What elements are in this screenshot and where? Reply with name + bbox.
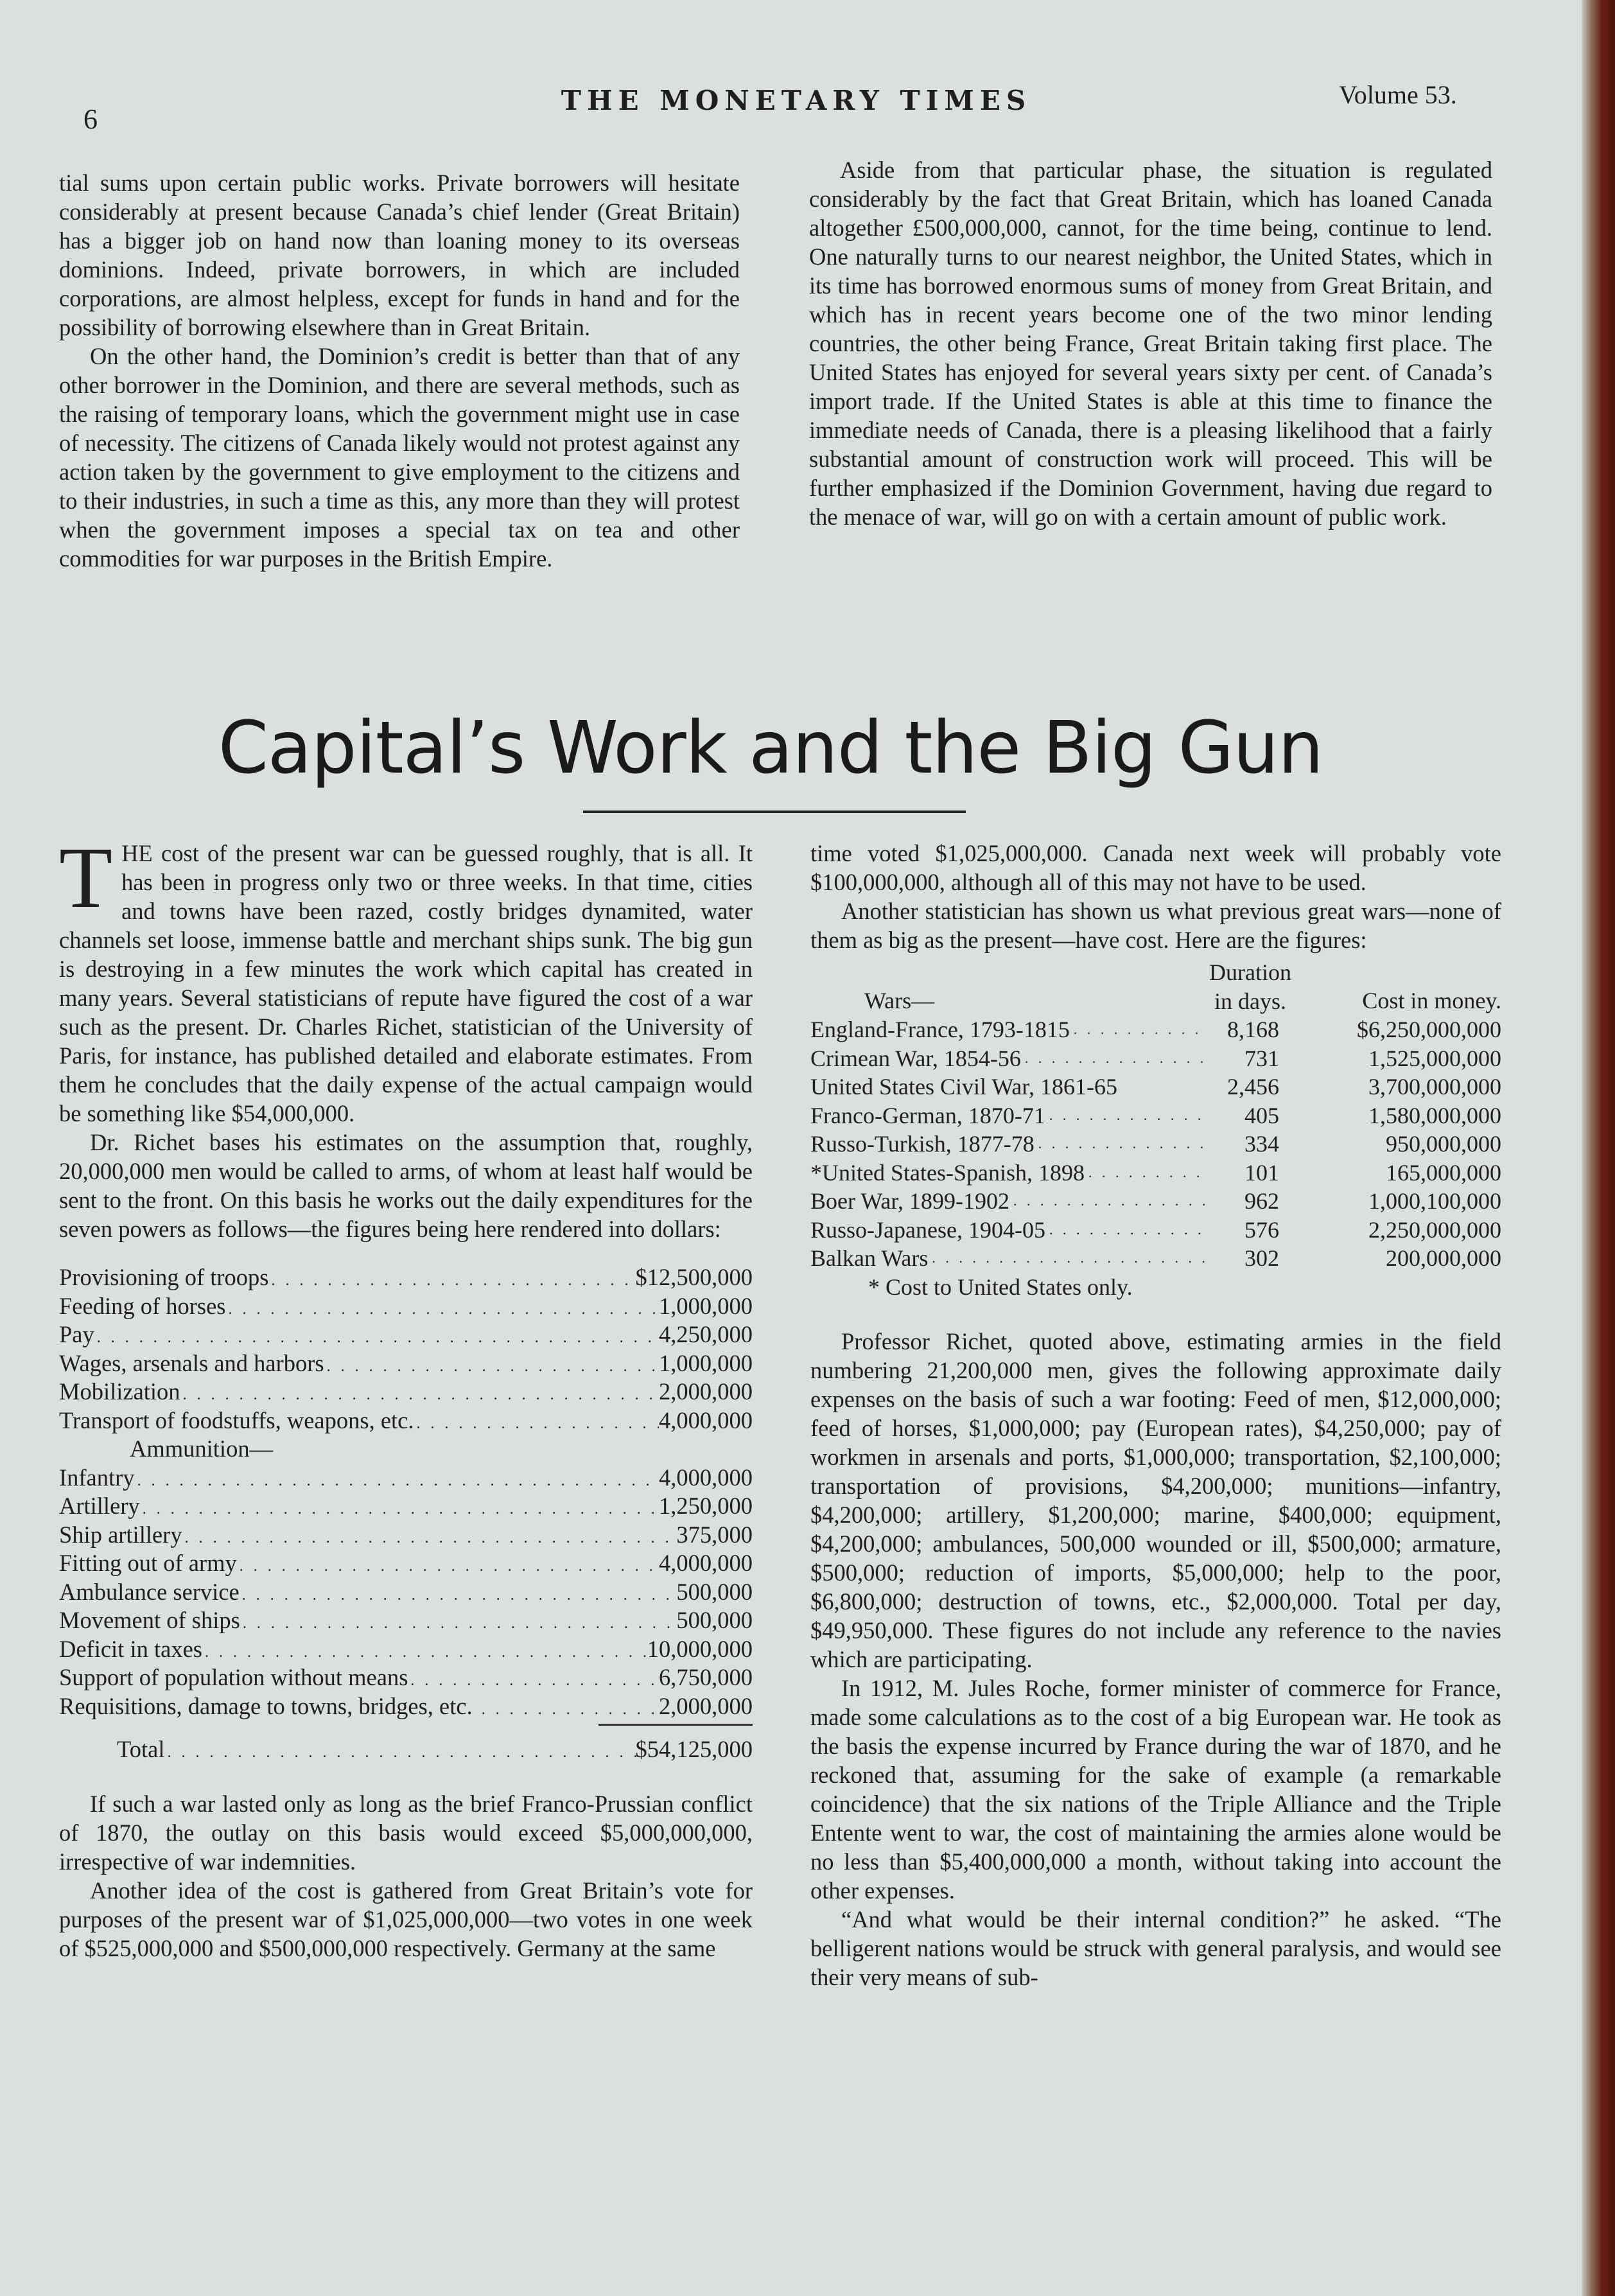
war-cost: 165,000,000 [1386,1159,1501,1186]
total-value: $54,125,000 [635,1736,753,1762]
expense-value: 2,000,000 [659,1378,753,1405]
war-days: 101 [1244,1159,1279,1186]
expense-value: 2,000,000 [659,1692,753,1719]
table-footnote: * Cost to United States only. [868,1274,1133,1300]
expense-row [59,1520,753,1549]
expense-value: 500,000 [676,1578,753,1605]
expense-row [59,1349,753,1378]
expense-label: Support of population without means [59,1664,408,1690]
expense-value: 6,750,000 [659,1664,753,1690]
table-row [810,1073,1501,1101]
expense-label: Infantry [59,1464,135,1491]
top-right-column [809,155,1492,531]
page-header [0,76,1580,135]
war-days: 8,168 [1227,1017,1279,1042]
expense-label: Mobilization [59,1378,180,1405]
expense-label: Transport of foodstuffs, weapons, etc. [59,1407,414,1433]
total-label: Total [117,1736,165,1762]
war-name: United States Civil War, 1861-65 [810,1074,1117,1100]
drop-cap: T [59,830,113,926]
table-row [810,1101,1501,1130]
expense-row [59,1491,753,1520]
war-days: 962 [1244,1188,1279,1214]
daily-expenses-table [59,1263,753,1764]
war-cost: 1,000,100,000 [1368,1188,1501,1214]
journal-title: THE MONETARY TIMES [561,85,1032,116]
paragraph: In 1912, M. Jules Roche, former minister of commerce for France, made some calculations as to the cost of a big European war. He took as the basis the expense incurred by France during the war of 1870, and he reckoned that, assuming for the sake of example (a remarkable coincidence) that the six nations of the Triple Alliance and the Triple Entente went to war, the cost of maintaining the armies alone would be no less than $5,400,000,000 a month, without taking into account the other expenses. [810,1675,1501,1904]
header-duration: Duration in days. [1209,960,1291,1014]
expense-row [59,1663,753,1692]
expense-label: Feeding of horses [59,1292,226,1319]
bottom-left-column [59,830,753,1963]
paragraph: Another idea of the cost is gathered from Great Britain’s vote for purposes of the present war of $1,025,000,000—two votes in one week of $525,000,000 and $500,000,000 respectively. Germany at the same [59,1877,753,1961]
expense-value: 4,250,000 [659,1321,753,1347]
war-cost: 950,000,000 [1386,1131,1501,1157]
table-row [810,1244,1501,1273]
expense-label: Wages, arsenals and harbors [59,1349,324,1376]
headline-rule [583,811,966,813]
expense-value: $12,500,000 [635,1264,753,1290]
paragraph: time voted $1,025,000,000. Canada next week will probably vote $100,000,000, although all of this may not have to be used. [810,840,1501,895]
war-name: England-France, 1793-1815 [810,1017,1070,1042]
total-row [59,1735,753,1764]
war-days: 334 [1244,1131,1279,1157]
war-days: 731 [1244,1045,1279,1071]
war-days: 2,456 [1227,1074,1279,1100]
war-cost: 3,700,000,000 [1368,1074,1501,1100]
war-name: Balkan Wars [810,1245,929,1271]
expense-value: 4,000,000 [659,1407,753,1433]
war-name: Franco-German, 1870-71 [810,1102,1045,1128]
expense-row [59,1692,753,1721]
header-wars: Wars— [864,988,935,1013]
expense-label: Ambulance service [59,1578,240,1605]
expense-row [59,1263,753,1292]
article-headline: Capital’s Work and the Big Gun [218,706,1323,790]
expense-label: Deficit in taxes [59,1635,202,1662]
war-cost: 200,000,000 [1386,1245,1501,1271]
header-cost: Cost in money. [1362,988,1501,1013]
war-cost: 2,250,000,000 [1368,1216,1501,1243]
paragraph: tial sums upon certain public works. Private borrowers will hesitate considerably at present because Canada’s chief lender (Great Britain) has a bigger job on hand now than loaning money to its overseas dominions. Indeed, private borrowers, in which are included corporations, are almost helpless, except for funds in hand and for the possibility of borrowing elsewhere than in Great Britain. [59,170,740,340]
war-name: *United States-Spanish, 1898 [810,1159,1085,1186]
expense-label: Movement of ships [59,1607,240,1633]
page-number: 6 [83,103,98,135]
expense-value: 10,000,000 [647,1635,753,1662]
expense-label: Requisitions, damage to towns, bridges, etc. [59,1692,473,1719]
paragraph: Dr. Richet bases his estimates on the assumption that, roughly, 20,000,000 men would be called to arms, of whom at least half would be sent to the front. On this basis he works out the daily expenditures for the seven powers as follows—the figures being here rendered into dollars: [59,1129,753,1242]
ammunition-heading: Ammunition— [130,1435,274,1462]
expense-value: 500,000 [676,1607,753,1633]
war-cost: $6,250,000,000 [1357,1017,1501,1042]
table-row [810,1187,1501,1216]
war-name: Russo-Turkish, 1877-78 [810,1131,1034,1157]
war-days: 576 [1244,1216,1279,1243]
expense-value: 375,000 [676,1521,753,1548]
war-costs-table [810,958,1501,1301]
expense-row [59,1577,753,1606]
table-row [810,1159,1501,1187]
book-spine-edge [1582,0,1615,2296]
expense-value: 1,000,000 [659,1349,753,1376]
top-left-column [59,168,740,573]
paragraph: Professor Richet, quoted above, estimating armies in the field numbering 21,200,000 men, gives the following approximate daily expenses on the basis of such a war footing: Feed of men, $12,000,000; feed of horses, $1,000,000; pay (European rates), $4,250,000; pay of workmen in arsenals and ports, $1,000,000; transportation, $2,100,000; transportation of provisions, $4,200,000; munitions—infantry, $4,200,000; artillery, $1,200,000; marine, $400,000; equipment, $4,200,000; ambulances, 500,000 wounded or ill, $500,000; armature, $500,000; reduction of imports, $5,000,000; help to the poor, $6,800,000; destruction of towns, etc., $2,000,000. Total per day, $49,950,000. These figures do not include any reference to the navies which are participating. [810,1328,1501,1672]
expense-row [59,1606,753,1634]
expense-row [59,1406,753,1435]
war-name: Russo-Japanese, 1904-05 [810,1216,1045,1243]
table-row [810,1044,1501,1073]
intro-paragraph [59,830,753,1128]
expense-row [59,1377,753,1406]
paragraph: “And what would be their internal condition?” he asked. “The belligerent nations would be struck with general paralysis, and would see their very means of sub- [810,1906,1501,1990]
expense-row [59,1292,753,1320]
paragraph: If such a war lasted only as long as the brief Franco-Prussian conflict of 1870, the outlay on this basis would exceed $5,000,000,000, irrespective of war indemnities. [59,1790,753,1875]
war-name: Crimean War, 1854-56 [810,1045,1021,1071]
war-cost: 1,580,000,000 [1368,1102,1501,1128]
paragraph: On the other hand, the Dominion’s credit is better than that of any other borrower in the Dominion, and there are several methods, such as the raising of temporary loans, which the government might use in case of necessity. The citizens of Canada likely would not protest against any action taken by the government to give employment to the citizens and to their industries, in such a time as this, any more than they will protest when the government imposes a special tax on tea and other commodities for war purposes in the British Empire. [59,343,740,572]
expense-row [59,1548,753,1577]
expense-row [59,1463,753,1492]
bottom-right-column [810,839,1501,1992]
war-name: Boer War, 1899-1902 [810,1188,1009,1214]
expense-value: 4,000,000 [659,1550,753,1576]
table-row [810,1015,1501,1044]
expense-row [59,1634,753,1663]
expense-row [59,1320,753,1349]
table-row [810,1130,1501,1159]
expense-label: Fitting out of army [59,1550,237,1576]
war-cost: 1,525,000,000 [1368,1045,1501,1071]
expense-label: Pay [59,1321,94,1347]
table-row [810,1216,1501,1245]
volume-label: Volume 53. [1339,80,1457,109]
intro-text: HE cost of the present war can be guessed roughly, that is all. It has been in progress only two or three weeks. In that time, cities and towns have been razed, costly bridges dynamited, water channels set loose, immense battle and merchant ships sunk. The big gun is destroying in a few minutes the work which capital has created in many years. Several statisticians of repute have figured the cost of a war such as the present. Dr. Charles Richet, statistician of the University of Paris, for instance, has published detailed and elaborate estimates. From them he concludes that the daily expense of the actual campaign would be something like $54,000,000. [59,840,753,1126]
war-days: 302 [1244,1245,1279,1271]
expense-label: Artillery [59,1493,140,1519]
war-days: 405 [1244,1102,1279,1128]
expense-value: 1,250,000 [659,1493,753,1519]
expense-label: Ship artillery [59,1521,182,1548]
table-header [810,958,1501,1015]
paragraph: Aside from that particular phase, the situation is regulated considerably by the fact that Great Britain, which has loaned Canada altogether £500,000,000, cannot, for the time being, continue to lend. One naturally turns to our nearest neighbor, the United States, which in its time has borrowed enormous sums of money from Great Britain, and which has in recent years become one of the two minor lending countries, the other being France, Great Britain taking first place. The United States has enjoyed for several years sixty per cent. of Canada’s import trade. If the United States is able at this time to finance the immediate needs of Canada, there is a pleasing likelihood that a fairly substantial amount of construction work will proceed. This will be further emphasized if the Dominion Government, having due regard to the menace of war, will go on with a certain amount of public work. [809,157,1492,530]
expense-value: 1,000,000 [659,1292,753,1319]
expense-value: 4,000,000 [659,1464,753,1491]
paragraph: Another statistician has shown us what previous great wars—none of them as big as the present—have cost. Here are the figures: [810,898,1501,953]
expense-label: Provisioning of troops [59,1264,269,1290]
